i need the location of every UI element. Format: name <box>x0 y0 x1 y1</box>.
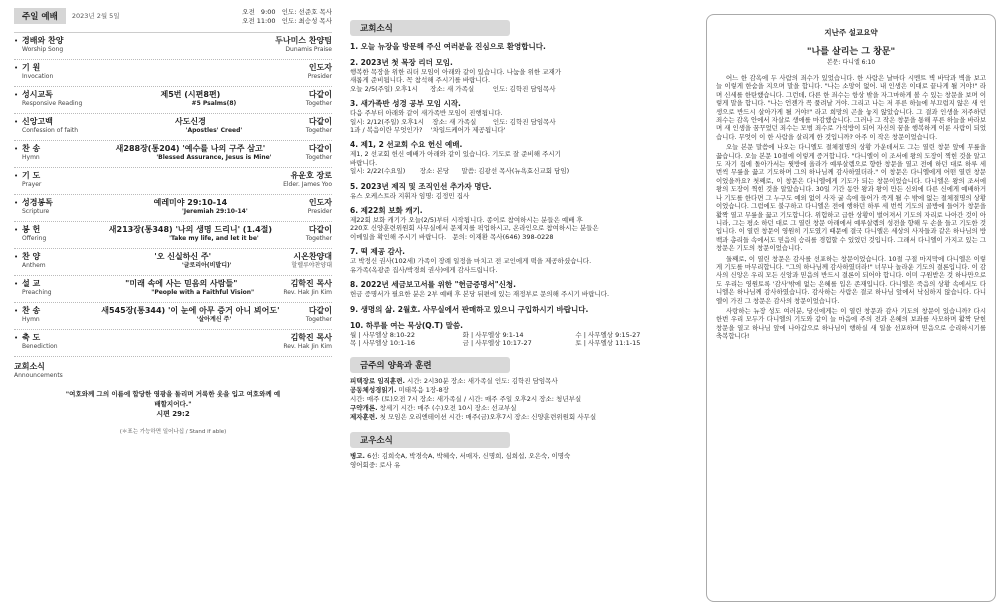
training-item-detail: 창세기 시간: 매주 (수)오전 10시 장소: 선교부실 <box>379 404 517 413</box>
member-news-item <box>350 452 688 461</box>
order-item-content-sub: 'Jeremiah 29:10-14' <box>182 208 248 215</box>
order-item-leader-sub: 할렐루야찬양대 <box>291 262 332 269</box>
stand-footnote: (＊표는 가능하면 일어나십 / Stand if able) <box>119 429 227 435</box>
order-item-leader: 다같이 <box>308 225 332 234</box>
order-item-leader-sub: Together <box>305 127 332 134</box>
member-news-list <box>350 452 688 470</box>
news-item-title: 3. 새가족반 성경 공부 모임 시작. <box>350 99 461 109</box>
news-item-title: 6. 제22회 보화 캐기. <box>350 206 423 216</box>
news-item <box>350 247 688 274</box>
qt-row <box>350 339 688 347</box>
training-item <box>350 413 688 422</box>
news-item-title: 2. 2023년 첫 목장 리더 모임. <box>350 58 453 67</box>
news-item-title: 1. 오늘 뉴장을 방문해 주신 여러분을 진심으로 환영합니다. <box>350 42 546 51</box>
order-item-sub <box>14 208 332 216</box>
order-item-main <box>14 333 332 343</box>
order-item <box>14 249 332 276</box>
news-item <box>350 206 688 241</box>
call-to-worship-verse <box>63 389 283 419</box>
bullet-icon: • <box>14 118 19 126</box>
order-item-content-sub: '살아계신 주' <box>196 316 232 323</box>
order-item-content-sub <box>122 46 285 54</box>
order-item-english: Preaching <box>22 289 52 296</box>
order-item <box>14 195 332 222</box>
order-item-content-sub: 'Blessed Assurance, Jesus is Mine' <box>156 154 272 161</box>
order-item-korean: 기 도 <box>22 171 41 180</box>
bullet-icon: • <box>14 307 19 315</box>
order-item-main <box>14 306 332 316</box>
order-item-content: '오 신실하신 주' <box>154 252 212 261</box>
training-item-detail: 시간: 2시30분 장소: 새가족실 인도: 김학진 담임목사 <box>407 377 558 386</box>
worship-order-column <box>14 8 332 608</box>
news-item <box>350 58 688 93</box>
order-item-leader-sub: Dunamis Praise <box>285 46 332 53</box>
order-item-content-sub <box>122 73 308 81</box>
order-item-content-sub <box>122 181 283 189</box>
order-item-content-sub: #5 Psalms(8) <box>191 100 237 107</box>
news-item <box>350 42 688 52</box>
order-item-main <box>14 225 332 235</box>
bullet-icon: • <box>14 37 19 45</box>
order-item-content-sub: 'Take my life, and let it be' <box>169 235 259 242</box>
order-item-sub <box>14 46 332 54</box>
news-item-body: 제22회 보화 캐기가 오늘(2/5)부터 시작됩니다. 종이로 참여하시는 분들은 예배 후 220호 신양훈련위원회 사무실에서 문제지를 픽업하시고, 온라인으로 참여하시는 분들은 이메일을 확인해 주시기 바랍니다. 문의: 이재환 목사(646) 398-0228 <box>350 216 599 241</box>
order-item-english: Hymn <box>22 154 40 161</box>
sermon-paragraphs <box>716 74 986 341</box>
news-column <box>350 16 688 606</box>
order-item-korean: 성시교독 <box>22 90 53 99</box>
bullet-icon: • <box>14 91 19 99</box>
announcements-label: 교회소식 <box>14 362 45 371</box>
worship-header <box>14 8 332 26</box>
order-item-sub <box>14 262 332 270</box>
news-item-body: 헌금 증명서가 필요한 분은 2부 예배 후 본당 뒤편에 있는 재정부로 문의해 주시기 바랍니다. <box>350 290 610 299</box>
order-item-leader: 다같이 <box>308 90 332 99</box>
order-item-sub <box>14 343 332 351</box>
member-news-item <box>350 461 688 470</box>
order-item-english: Invocation <box>22 73 54 80</box>
news-item <box>350 140 688 175</box>
news-item <box>350 305 688 315</box>
order-item-content: 제5번 (시편8편) <box>160 90 221 99</box>
order-item-leader: 유운호 장로 <box>290 171 332 180</box>
order-item-korean: 찬 송 <box>22 306 41 315</box>
sermon-heading: 지난주 설교요약 <box>824 28 878 37</box>
order-item-leader-sub: Together <box>305 100 332 107</box>
bullet-icon: • <box>14 253 19 261</box>
order-item-english: Confession of faith <box>22 127 79 134</box>
bullet-icon: • <box>14 226 19 234</box>
training-item <box>350 377 688 386</box>
news-item-title: 4. 제1, 2 선교회 수요 헌신 예배. <box>350 140 463 150</box>
order-item-main <box>14 279 332 289</box>
bullet-icon: • <box>14 199 19 207</box>
order-item-main <box>14 144 332 154</box>
order-item-main <box>14 90 332 100</box>
training-list <box>350 377 688 422</box>
order-item-korean: 경배와 찬양 <box>22 36 64 45</box>
bullet-icon: • <box>14 64 19 72</box>
order-item-leader-sub: Rev. Hak Jin Kim <box>283 343 332 350</box>
order-item-sub <box>14 154 332 162</box>
qt-cell: 토 | 사무엘상 11:1-15 <box>575 338 641 347</box>
order-item-korean: 축 도 <box>22 333 41 342</box>
service-times: 오전 9:00 인도: 선준호 목사 오전 11:00 인도: 최승성 목사 <box>242 8 332 25</box>
order-item-leader-sub: Together <box>305 154 332 161</box>
order-item-sub <box>14 235 332 243</box>
order-item-leader: 김학진 목사 <box>290 333 332 342</box>
order-item-korean: 찬 양 <box>22 252 41 261</box>
sermon-summary-box <box>706 14 996 602</box>
training-item <box>350 395 688 404</box>
qt-title: 10. 하루를 여는 묵상(Q.T) 말씀. <box>350 320 463 330</box>
news-item-title: 9. 생명의 삶. 2월호. 사무실에서 판매하고 있으니 구입하시기 바랍니다. <box>350 304 589 314</box>
order-item <box>14 303 332 330</box>
sermon-paragraph: 사랑하는 뉴장 성도 여러분, 당신에게는 이 열린 창문과 감사 기도의 창문이 있습니까? 다시 한번 우리 모두가 다니엘의 기도와 같이 늘 마음에 주의 전과 은혜의 보좌를 사모하며 활짝 닫힌 창문을 열고 하나님 앞에 나아갑으로 하나님이 행하실 새 일을 선포하며 믿음으로 승리하시기를 축복합니다! <box>716 306 986 341</box>
announcements-sub: Announcements <box>14 372 63 379</box>
news-item-body: 고 박정신 권사(102세) 가족이 장례 일정을 마치고 전 교인에게 떡을 제공하셨습니다. 유가족(옥광준 집사/박경희 권사)에게 감사드립니다. <box>350 257 592 274</box>
worship-tab: 주일 예배 <box>14 8 66 24</box>
order-item <box>14 114 332 141</box>
order-item-leader: 인도자 <box>308 198 332 207</box>
member-news-heading: 교우소식 <box>350 432 510 448</box>
qt-row <box>350 331 688 339</box>
order-item-main <box>14 36 332 46</box>
news-item-title: 7. 떡 제공 감사. <box>350 247 405 257</box>
news-item <box>350 280 688 298</box>
news-item-body: 행복한 목장을 위한 리더 모임이 아래와 같이 있습니다. 나눔을 위한 교재가 새롭게 준비됩니다. 꼭 참석해 주시기를 바랍니다. 오늘 2/5(주일) 오후1시 장소: 새 가족실 인도: 김학진 담임목사 <box>350 68 562 93</box>
qt-cell: 월 | 사무엘상 8:10-22 <box>350 330 415 339</box>
news-heading: 교회소식 <box>350 20 510 36</box>
order-item-english: Offering <box>22 235 47 242</box>
sermon-paragraph: 어느 한 감옥에 두 사람의 죄수가 있었습니다. 한 사람은 날마다 시멘트 벽 바닥과 벽을 보고 늘 이렇게 한숨을 지으며 말을 합니다. "나는 소망이 없어. 내 인생은 이대로 끝나게 될 거야!" 라며 신세를 한탄했습니다. 그런데, 다른 한 죄수는 항상 밖을 자그마하게 볼 수 있는 창문을 보며 이렇게 말을 합니다. "나는 언젠가 꼭 풀려날 거야. 그리고 나는 저 푸른 하늘에 부끄럽지 않은 새 인생으로 반드시 살아가게 될 거야!" 라고 희망의 곤을 놓지 않았습니다. 그 결과 인생을 저주하던 죄수는 감옥 안에서 자살로 생애를 마감했습니다. 그러나 그 작은 창문을 통해 푸른 하늘을 바라보며 새 인생을 꿈꾸었던 죄수는 모범 죄수로 가석방이 되어 자신의 꿈을 행복하게 이룬 사람이 되었습니다. 무엇이 이 한 사람을 살리게 한 것입니까? 아주 이 작은 창문이었습니다. <box>716 74 986 141</box>
order-item-content: "미래 속에 사는 믿음의 사람들" <box>125 279 238 288</box>
order-item <box>14 222 332 249</box>
training-item-name: 공동체성경읽기. <box>350 386 397 395</box>
member-news-detail: 6선: 김희숙A, 박경숙A, 박혜숙, 서매자, 신명희, 심희섭, 오은숙, 이명숙 <box>367 452 571 461</box>
order-item-korean: 신앙고백 <box>22 117 53 126</box>
qt-rows <box>350 331 688 348</box>
order-item-korean: 봉 헌 <box>22 225 41 234</box>
order-item-content-sub: '글로리아(비발디)' <box>181 262 232 269</box>
order-item-korean: 기 원 <box>22 63 41 72</box>
bullet-icon: • <box>14 172 19 180</box>
order-item-leader: 다같이 <box>308 144 332 153</box>
order-item-english: Scripture <box>22 208 50 215</box>
order-item-sub <box>14 127 332 135</box>
news-item-body: 유스 오케스트라 지휘자 임명: 김정민 집사 <box>350 191 470 200</box>
order-item <box>14 33 332 60</box>
order-item <box>14 60 332 87</box>
order-item-leader-sub: Together <box>305 235 332 242</box>
verse-text: "여호와께 그의 이름에 합당한 영광을 돌리며 거룩한 옷을 입고 여호와께 예배할지어다." <box>65 390 281 408</box>
order-item <box>14 276 332 303</box>
order-item-leader: 다같이 <box>308 306 332 315</box>
news-list <box>350 42 688 315</box>
order-item-main <box>14 198 332 208</box>
training-item <box>350 386 688 395</box>
order-item-content: 예레미야 29:10-14 <box>153 198 228 207</box>
order-item-content: 새213장(통348) '나의 생명 드리니' (1.4절) <box>108 225 273 234</box>
bullet-icon: • <box>14 280 19 288</box>
order-item-korean: 설 교 <box>22 279 41 288</box>
training-item-name: 구약개론. <box>350 404 378 413</box>
order-item-content-sub: "People with a Faithful Vision" <box>151 289 255 296</box>
order-item-sub <box>14 316 332 324</box>
order-item-korean: 찬 송 <box>22 144 41 153</box>
order-item-main <box>14 117 332 127</box>
bullet-icon: • <box>14 334 19 342</box>
qt-cell: 수 | 사무엘상 9:15-27 <box>575 330 641 339</box>
order-item-leader-sub: Together <box>305 316 332 323</box>
order-item-english: Responsive Reading <box>22 100 83 107</box>
training-item-detail: 첫 모임은 오리엔테이션 시간: 매주(금)오후7시 장소: 신양훈련위원회 사무실 <box>379 413 597 422</box>
order-item-main <box>14 63 332 73</box>
order-item-content-sub: 'Apostles' Creed' <box>185 127 243 134</box>
order-item-leader-sub: Presider <box>307 208 332 215</box>
bullet-icon: • <box>14 145 19 153</box>
news-item <box>350 182 688 200</box>
news-item-title: 5. 2023년 제직 및 조직인선 추가자 명단. <box>350 181 492 191</box>
news-item-title: 8. 2022년 세금보고서를 위한 "헌금증명서"신청. <box>350 280 516 290</box>
sermon-paragraph: 오늘 본문 말씀에 나오는 다니엘도 절체절명의 상황 가운데서도 그는 열린 창문 앞에 무릎을 꿇습니다. 오늘 본문 10절에 이렇게 증거합니다. "다니엘이 이 조서에 왕의 도장이 찍힌 것을 알고도 자기 집에 돌아가서는 윗방에 올라가 예루살렘으로 향한 창문을 열고 전에 하던 대로 하루 세 번씩 무릎을 꿇고 기도하며 그의 하나님께 감사하였더라." 이 창문은 다니엘에게 어떤 열린 창문이었을까요? 첫째로, 이 창문은 다니엘에게 기도가 되는 창문이었습니다. 다니엘은 왕의 조서에 왕의 도장이 찍힌 것을 알았습니다. 30일 기간 동안 왕과 왕이 만든 신외에 다른 신에게 예배하거나 기도를 한다면 그 누구도 예외 없이 사자 굴 속에 들어가 죽게 될 수 밖에 없는 절체절명의 상황이었습니다. 그럼에도 불구하고 다니엘은 전에 행하던 하루 세 번씩 기도의 골방에 들어가 창문을 활짝 열고 무릎을 꿇고 기도합니다. 위험하고 급한 상황이 벌어져서 기도의 자리로 나아간 것이 아니라, 그는 평소 하던 대로 그 열린 창문 아래에서 예루살렘의 성전을 향해 두 손을 들고 기도한 것입니다. 이 열린 창문이 영원히 기도였기 때문에 결국 다니엘은 세상의 사자들과 같은 하나님의 방백과 총리들 속에서도 믿음의 승리를 경험할 수 있었던 것입니다. 그래서 다니엘이 가지고 있는 그 창문은 기도의 창문이었습니다. <box>716 143 986 253</box>
order-item-sub <box>14 181 332 189</box>
verse-reference: 시편 29:2 <box>156 410 190 418</box>
training-heading: 금주의 양육과 훈련 <box>350 357 510 373</box>
order-item-leader-sub: Elder. James Yoo <box>283 181 332 188</box>
order-item-english: Benediction <box>22 343 58 350</box>
news-item-body: 다음 주부터 아래와 같이 새가족반 모임이 진행됩니다. 일시: 2/12(주일) 오후1시 장소: 새 가족실 인도: 김학진 담임목사 1과 / 복음이란 무엇인가? '차일드케어가 제공됩니다' <box>350 109 556 135</box>
training-item-detail: 시간: 매주 (토)오전 7시 장소: 새가족실 / 시간: 매주 주일 오후2시 장소: 청년부실 <box>350 395 582 404</box>
member-news-label: 병고. <box>350 452 366 461</box>
order-item-leader: 인도자 <box>308 63 332 72</box>
news-item <box>350 99 688 134</box>
training-item-name: 제자훈련. <box>350 413 378 422</box>
order-item-content: 사도신경 <box>174 117 206 126</box>
order-item-english: Prayer <box>22 181 42 188</box>
order-item-sub <box>14 289 332 297</box>
qt-cell: 목 | 사무엘상 10:1-16 <box>350 338 415 347</box>
order-item <box>14 141 332 168</box>
order-item-english: Anthem <box>22 262 46 269</box>
order-item-content: 새545장(통344) '이 눈에 아무 증거 아니 뵈어도' <box>101 306 280 315</box>
sermon-reference: 본문: 다니엘 6:10 <box>826 59 876 66</box>
order-item <box>14 87 332 114</box>
order-item <box>14 168 332 195</box>
member-news-detail: 영어회중: 로사 유 <box>350 461 401 470</box>
order-item-sub <box>14 100 332 108</box>
order-item-leader-sub: Presider <box>307 73 332 80</box>
order-item-sub <box>14 73 332 81</box>
order-item-leader: 김학진 목사 <box>290 279 332 288</box>
order-item-leader: 시온찬양대 <box>293 252 332 261</box>
qt-block <box>350 321 688 348</box>
sermon-paragraph: 둘째로, 이 열린 창문은 감사를 선포하는 창문이었습니다. 10절 구절 마지막에 다니엘은 이렇게 기도를 마무리합니다. "그의 하나님께 감사하였더라!" 너무나 놀라운 기도의 결론입니다. 이 감사의 신앙은 우리 모든 신앙과 믿음의 반드시 결론이 되어야 합니다. 이미 구원받은 것 하나만으로도 우리는 영원토록 '감사'밖에 없는 은혜를 입은 존재입니다. 다니엘은 죽음의 상황 속에서도 다니엘은 하나님께 감사하였습니다. 감사하는 사람은 결코 하나님 앞에서 낙심하지 않습니다. 다니엘이 가진 그 창문은 감사의 창문이었습니다. <box>716 254 986 305</box>
order-item-leader: 두나미스 찬양팀 <box>275 36 332 45</box>
order-item-english: Worship Song <box>22 46 64 53</box>
qt-cell: 화 | 사무엘상 9:1-14 <box>462 330 524 339</box>
sermon-title: "나를 살리는 그 창문" <box>806 47 896 57</box>
training-item-name: 피택장로 임직훈련. <box>350 377 405 386</box>
news-item-body: 제1, 2 선교회 헌신 예배가 아래와 같이 있습니다. 기도로 잘 준비해 주시기 바랍니다. 일시: 2/22(수요일) 장소: 본당 말씀: 김광선 목사(뉴욕효신교회 담임) <box>350 150 570 176</box>
worship-date: 2023년 2월 5일 <box>71 12 120 20</box>
order-item-main <box>14 252 332 262</box>
order-item-korean: 성경봉독 <box>22 198 53 207</box>
training-item <box>350 404 688 413</box>
qt-cell: 금 | 사무엘상 10:17-27 <box>462 338 532 347</box>
order-item-content: 새288장(통204) '예수를 나의 구주 삼고' <box>115 144 266 153</box>
order-of-service <box>14 32 332 357</box>
order-item-content-sub <box>122 343 283 351</box>
order-item-english: Hymn <box>22 316 40 323</box>
order-item-leader: 다같이 <box>308 117 332 126</box>
training-item-detail: 미태복음 1장-8장 <box>398 386 449 395</box>
order-item-leader-sub: Rev. Hak Jin Kim <box>283 289 332 296</box>
order-item-main <box>14 171 332 181</box>
order-item <box>14 330 332 357</box>
